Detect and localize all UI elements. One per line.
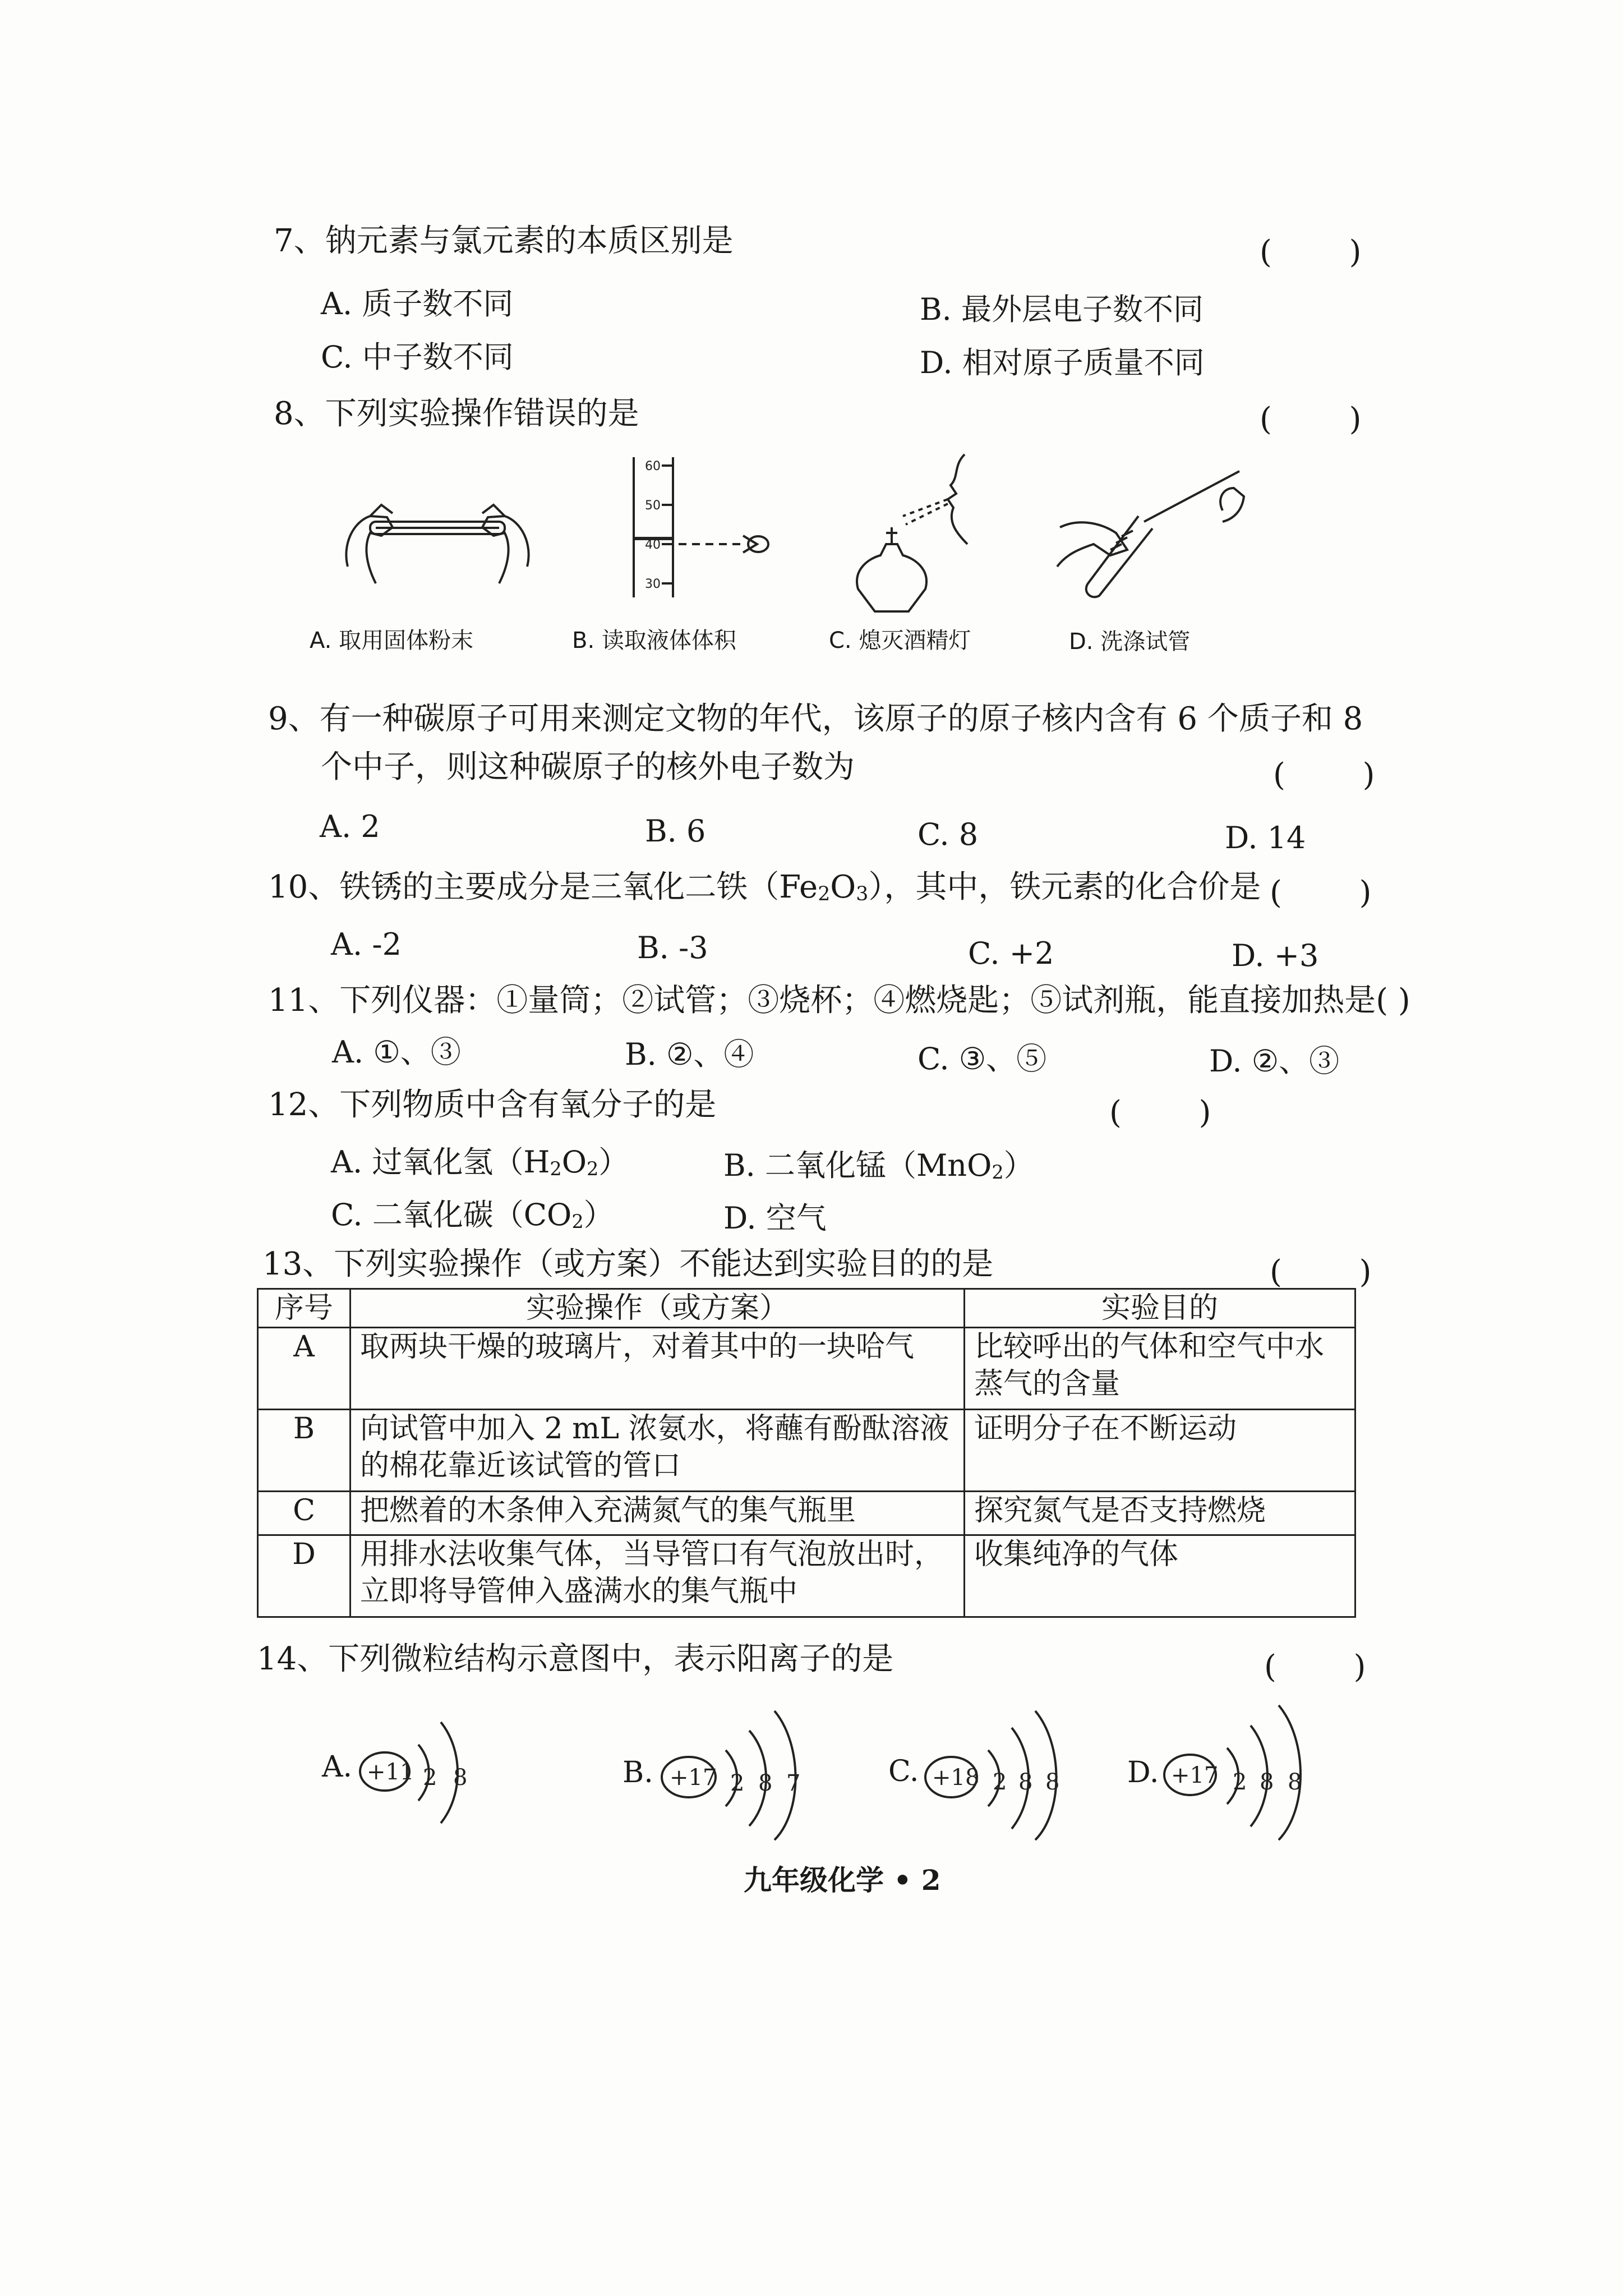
table-row — [258, 1492, 1355, 1535]
table-header-row — [258, 1289, 1355, 1328]
graduated-cylinder-eye-icon — [611, 454, 780, 600]
experiment-table — [257, 1288, 1356, 1618]
q12-answer-paren: ( ) — [1109, 1094, 1245, 1131]
table-row — [258, 1328, 1355, 1410]
q10-stem: 10、铁锈的主要成分是三氧化二铁$(Fe_2O_3)$，其中，铁元素的化合价是 — [268, 869, 1261, 906]
table-row — [258, 1535, 1355, 1617]
q12-option-c: C. 二氧化碳$(CO_2)$ — [331, 1197, 614, 1233]
header-operation: 实验操作（或方案） — [351, 1289, 965, 1328]
atom-c-nucleus: +18 — [932, 1765, 980, 1791]
q7-option-a: A. 质子数不同 — [321, 286, 514, 321]
row-seq: B — [258, 1410, 351, 1492]
q9-stem-line2: 个中子，则这种碳原子的核外电子数为 — [321, 749, 855, 785]
atom-d-nucleus: +17 — [1171, 1763, 1219, 1788]
header-goal: 实验目的 — [965, 1289, 1355, 1328]
row-goal: 探究氮气是否支持燃烧 — [965, 1492, 1355, 1535]
q7-answer-paren: ( ) — [1260, 234, 1395, 270]
atom-d-shell3: 8 — [1288, 1769, 1302, 1795]
atom-a-label: A. — [322, 1750, 353, 1784]
q13-stem: 13、下列实验操作（或方案）不能达到实验目的的是 — [262, 1246, 994, 1282]
row-seq: A — [258, 1328, 351, 1410]
q8-caption-a: A. 取用固体粉末 — [310, 628, 474, 654]
row-operation: 向试管中加入 2 mL 浓氨水，将蘸有酚酞溶液的棉花靠近该试管的管口 — [351, 1410, 965, 1492]
alcohol-lamp-blow-icon — [836, 449, 1004, 611]
page-footer: 九年级化学 • 2 — [744, 1864, 941, 1897]
cylinder-tick-40: 40 — [645, 538, 661, 552]
row-operation: 取两块干燥的玻璃片，对着其中的一块哈气 — [351, 1328, 965, 1410]
q12-option-a: A. 过氧化氢$(H_2O_2)$ — [331, 1144, 629, 1180]
q10-option-c: C. +2 — [968, 936, 1054, 971]
row-operation: 用排水法收集气体，当导管口有气泡放出时，立即将导管伸入盛满水的集气瓶中 — [351, 1535, 965, 1617]
hands-powder-icon — [336, 482, 538, 595]
row-goal: 比较呼出的气体和空气中水蒸气的含量 — [965, 1328, 1355, 1410]
q11-option-d: D. ②、③ — [1209, 1043, 1340, 1079]
atom-b-shell3: 7 — [786, 1770, 801, 1796]
q8-answer-paren: ( ) — [1260, 401, 1395, 438]
q10-option-a: A. -2 — [331, 927, 402, 962]
header-seq: 序号 — [258, 1289, 351, 1328]
atom-a-shell2: 8 — [453, 1765, 468, 1791]
q7-option-b: B. 最外层电子数不同 — [920, 292, 1204, 327]
atom-c-shell1: 2 — [993, 1769, 1007, 1795]
atom-a-shell1: 2 — [423, 1765, 437, 1791]
atom-b-shell1: 2 — [730, 1770, 745, 1796]
q7-stem: 7、钠元素与氯元素的本质区别是 — [274, 223, 734, 259]
cylinder-tick-50: 50 — [645, 499, 661, 513]
q12-option-d: D. 空气 — [723, 1200, 827, 1236]
q13-answer-paren: ( ) — [1270, 1254, 1405, 1290]
q8-stem: 8、下列实验操作错误的是 — [274, 395, 639, 432]
q11-option-b: B. ②、④ — [625, 1037, 754, 1072]
cylinder-tick-30: 30 — [645, 577, 661, 591]
atom-b-nucleus: +17 — [670, 1765, 717, 1791]
atom-d-shell2: 8 — [1260, 1769, 1274, 1795]
table-row — [258, 1410, 1355, 1492]
atom-b-shell2: 8 — [758, 1770, 773, 1796]
q10-answer-paren: ( ) — [1270, 875, 1405, 911]
q9-stem-line1: 9、有一种碳原子可用来测定文物的年代，该原子的原子核内含有 6 个质子和 8 — [268, 701, 1363, 737]
q9-answer-paren: ( ) — [1273, 757, 1409, 793]
atom-c-shell3: 8 — [1045, 1769, 1060, 1795]
row-seq: D — [258, 1535, 351, 1617]
atom-d-shell1: 2 — [1233, 1769, 1247, 1795]
atom-d-label: D. — [1127, 1756, 1159, 1789]
q11-stem: 11、下列仪器：①量筒；②试管；③烧杯；④燃烧匙；⑤试剂瓶，能直接加热是( ) — [268, 982, 1410, 1019]
q8-caption-c: C. 熄灭酒精灯 — [829, 628, 971, 654]
q14-answer-paren: ( ) — [1264, 1649, 1400, 1685]
atom-structure-d — [1161, 1700, 1340, 1840]
atom-c-shell2: 8 — [1018, 1769, 1033, 1795]
atom-c-label: C. — [888, 1755, 919, 1788]
q9-option-d: D. 14 — [1225, 820, 1306, 855]
atom-structure-c — [923, 1705, 1103, 1840]
row-seq: C — [258, 1492, 351, 1535]
q7-option-c: C. 中子数不同 — [321, 339, 514, 375]
row-goal: 收集纯净的气体 — [965, 1535, 1355, 1617]
q10-option-b: B. -3 — [637, 930, 708, 965]
q8-caption-d: D. 洗涤试管 — [1069, 629, 1191, 655]
q11-option-c: C. ③、⑤ — [917, 1041, 1047, 1076]
row-goal: 证明分子在不断运动 — [965, 1410, 1355, 1492]
q11-option-a: A. ①、③ — [332, 1034, 461, 1070]
q9-option-c: C. 8 — [917, 817, 979, 852]
q8-caption-b: B. 读取液体体积 — [572, 628, 736, 654]
test-tube-brush-icon — [1054, 466, 1245, 606]
q14-stem: 14、下列微粒结构示意图中，表示阳离子的是 — [257, 1641, 894, 1677]
q12-stem: 12、下列物质中含有氧分子的是 — [268, 1087, 717, 1123]
q7-option-d: D. 相对原子质量不同 — [920, 345, 1205, 380]
atom-a-nucleus: +11 — [367, 1759, 414, 1785]
q9-option-b: B. 6 — [645, 813, 706, 849]
atom-structure-b — [660, 1705, 845, 1840]
q12-option-b: B. 二氧化锰（MnO$_2$） — [723, 1148, 1034, 1184]
row-operation: 把燃着的木条伸入充满氮气的集气瓶里 — [351, 1492, 965, 1535]
q9-option-a: A. 2 — [320, 809, 380, 844]
atom-structure-a — [357, 1705, 525, 1834]
cylinder-tick-60: 60 — [645, 459, 661, 473]
atom-b-label: B. — [623, 1756, 653, 1789]
q10-option-d: D. +3 — [1232, 938, 1319, 973]
